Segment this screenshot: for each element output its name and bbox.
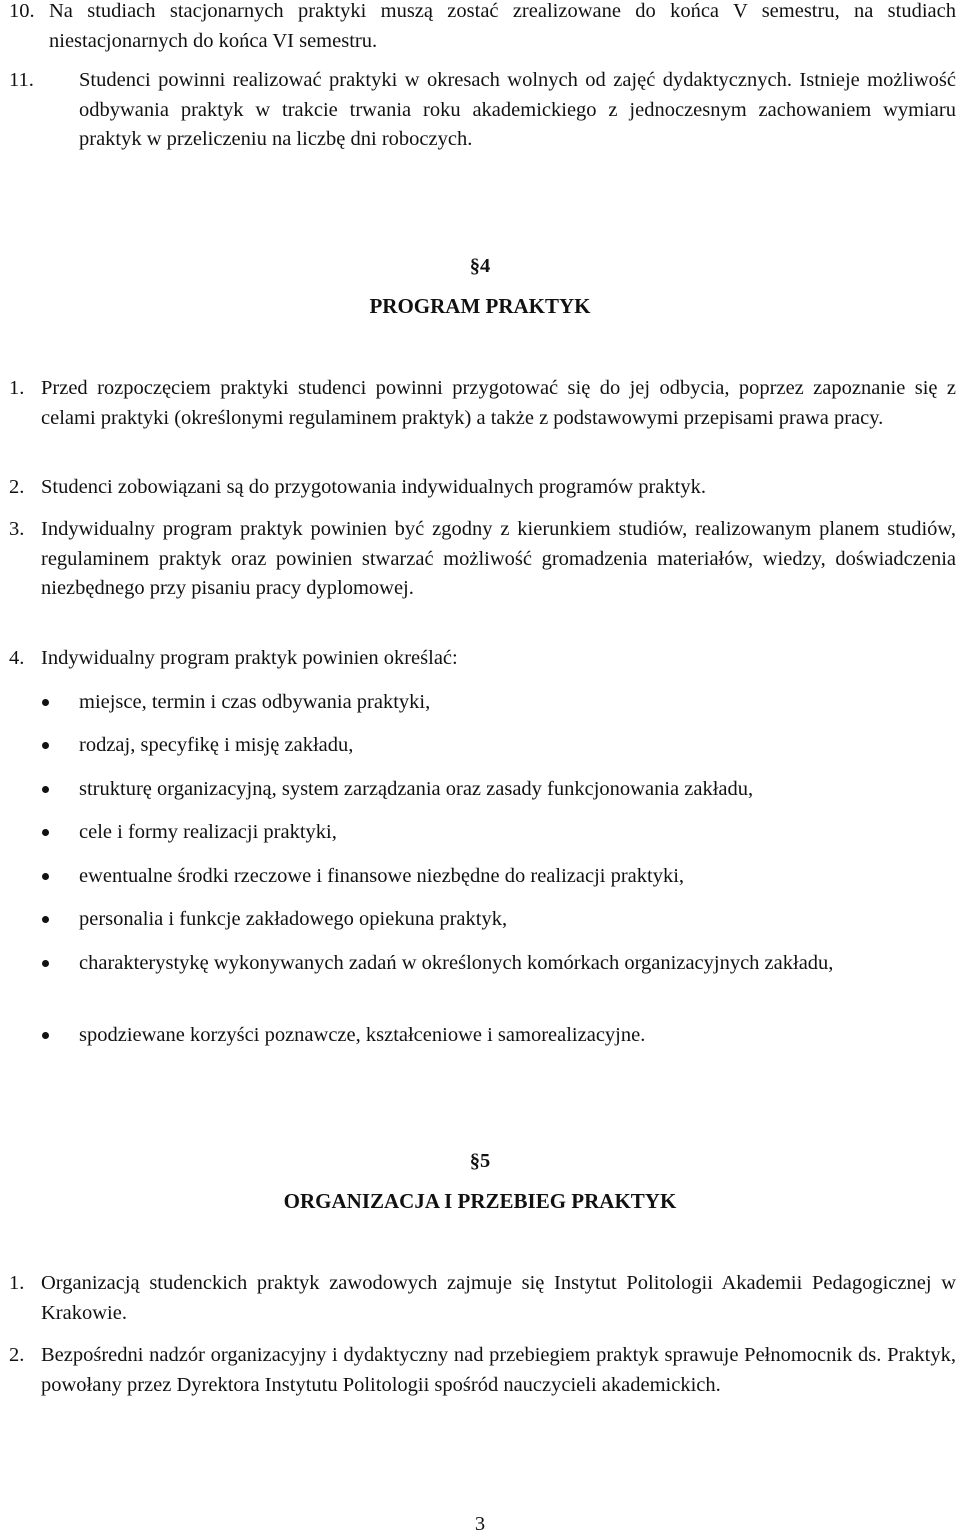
- bullet-text: cele i formy realizacji praktyki,: [79, 821, 337, 843]
- list-item: [9, 473, 956, 503]
- bullet-item: [42, 905, 956, 935]
- item-number: 11.: [9, 69, 34, 91]
- bullet-item: [42, 775, 956, 805]
- section-number: §4: [469, 255, 491, 277]
- bullet-icon: [42, 873, 49, 880]
- item-text: Organizacją studenckich praktyk zawodowych zajmuje się Instytut Politologii Akademii Pedagogicznej w Krakowie.: [41, 1272, 956, 1324]
- item-number: 4.: [9, 647, 25, 669]
- item-number: 10.: [9, 0, 35, 22]
- item-number: 2.: [9, 476, 25, 498]
- item-number: 3.: [9, 518, 25, 540]
- bullet-icon: [42, 786, 49, 793]
- bullet-icon: [42, 742, 49, 749]
- bullet-icon: [42, 960, 49, 967]
- item-text: Indywidualny program praktyk powinien określać:: [41, 647, 458, 669]
- bullet-text: miejsce, termin i czas odbywania praktyki,: [79, 691, 431, 713]
- bullet-text: rodzaj, specyfikę i misję zakładu,: [79, 734, 354, 756]
- bullet-item: [42, 862, 956, 892]
- section-title: ORGANIZACJA I PRZEBIEG PRAKTYK: [283, 1189, 677, 1213]
- section-title: PROGRAM PRAKTYK: [369, 294, 591, 318]
- bullet-text: personalia i funkcje zakładowego opiekuna praktyk,: [79, 908, 508, 930]
- bullet-text: spodziewane korzyści poznawcze, kształceniowe i samorealizacyjne.: [79, 1024, 646, 1046]
- item-text: Studenci powinni realizować praktyki w okresach wolnych od zajęć dydaktycznych. Istnieje możliwość odbywania praktyk w trakcie trwania roku akademickiego z jednoczesnym zachowaniem wymiaru praktyk w przeliczeniu na liczbę dni roboczych.: [79, 69, 956, 150]
- list-item: [9, 374, 956, 433]
- bullet-item: [42, 949, 956, 979]
- bullet-text: ewentualne środki rzeczowe i finansowe niezbędne do realizacji praktyki,: [79, 865, 685, 887]
- item-text: Studenci zobowiązani są do przygotowania indywidualnych programów praktyk.: [41, 476, 706, 498]
- bullet-item: [42, 731, 956, 761]
- item-number: 1.: [9, 1272, 25, 1294]
- bullet-item: [42, 688, 956, 718]
- list-item: [9, 1269, 956, 1328]
- bullet-item: [42, 1021, 956, 1051]
- item-number: 1.: [9, 377, 25, 399]
- bullet-text: strukturę organizacyjną, system zarządzania oraz zasady funkcjonowania zakładu,: [79, 778, 754, 800]
- list-item: [9, 644, 956, 674]
- item-text: Indywidualny program praktyk powinien być zgodny z kierunkiem studiów, realizowanym planem studiów, regulaminem praktyk oraz powinien stwarzać możliwość gromadzenia materiałów, wiedzy, doświadczenia niezbędnego przy pisaniu pracy dyplomowej.: [41, 518, 956, 599]
- bullet-icon: [42, 916, 49, 923]
- list-item: [9, 515, 956, 604]
- page-number: 3: [474, 1513, 486, 1535]
- bullet-icon: [42, 829, 49, 836]
- item-text: Przed rozpoczęciem praktyki studenci powinni przygotować się do jej odbycia, poprzez zapoznanie się z celami praktyki (określonymi regulaminem praktyk) a także z podstawowymi przepisami prawa pracy.: [41, 377, 956, 429]
- bullet-icon: [42, 1032, 49, 1039]
- item-text: Bezpośredni nadzór organizacyjny i dydaktyczny nad przebiegiem praktyk sprawuje Pełnomocnik ds. Praktyk, powołany przez Dyrektora Instytutu Politologii spośród nauczycieli akademickich.: [41, 1344, 956, 1396]
- bullet-text: charakterystykę wykonywanych zadań w określonych komórkach organizacyjnych zakładu,: [79, 952, 834, 974]
- section-number: §5: [469, 1150, 491, 1172]
- item-text: Na studiach stacjonarnych praktyki muszą zostać zrealizowane do końca V semestru, na studiach niestacjonarnych do końca VI semestru.: [49, 0, 956, 52]
- list-item: [9, 66, 956, 155]
- list-item: [9, 0, 956, 56]
- bullet-icon: [42, 699, 49, 706]
- item-number: 2.: [9, 1344, 25, 1366]
- bullet-item: [42, 818, 956, 848]
- list-item: [9, 1341, 956, 1400]
